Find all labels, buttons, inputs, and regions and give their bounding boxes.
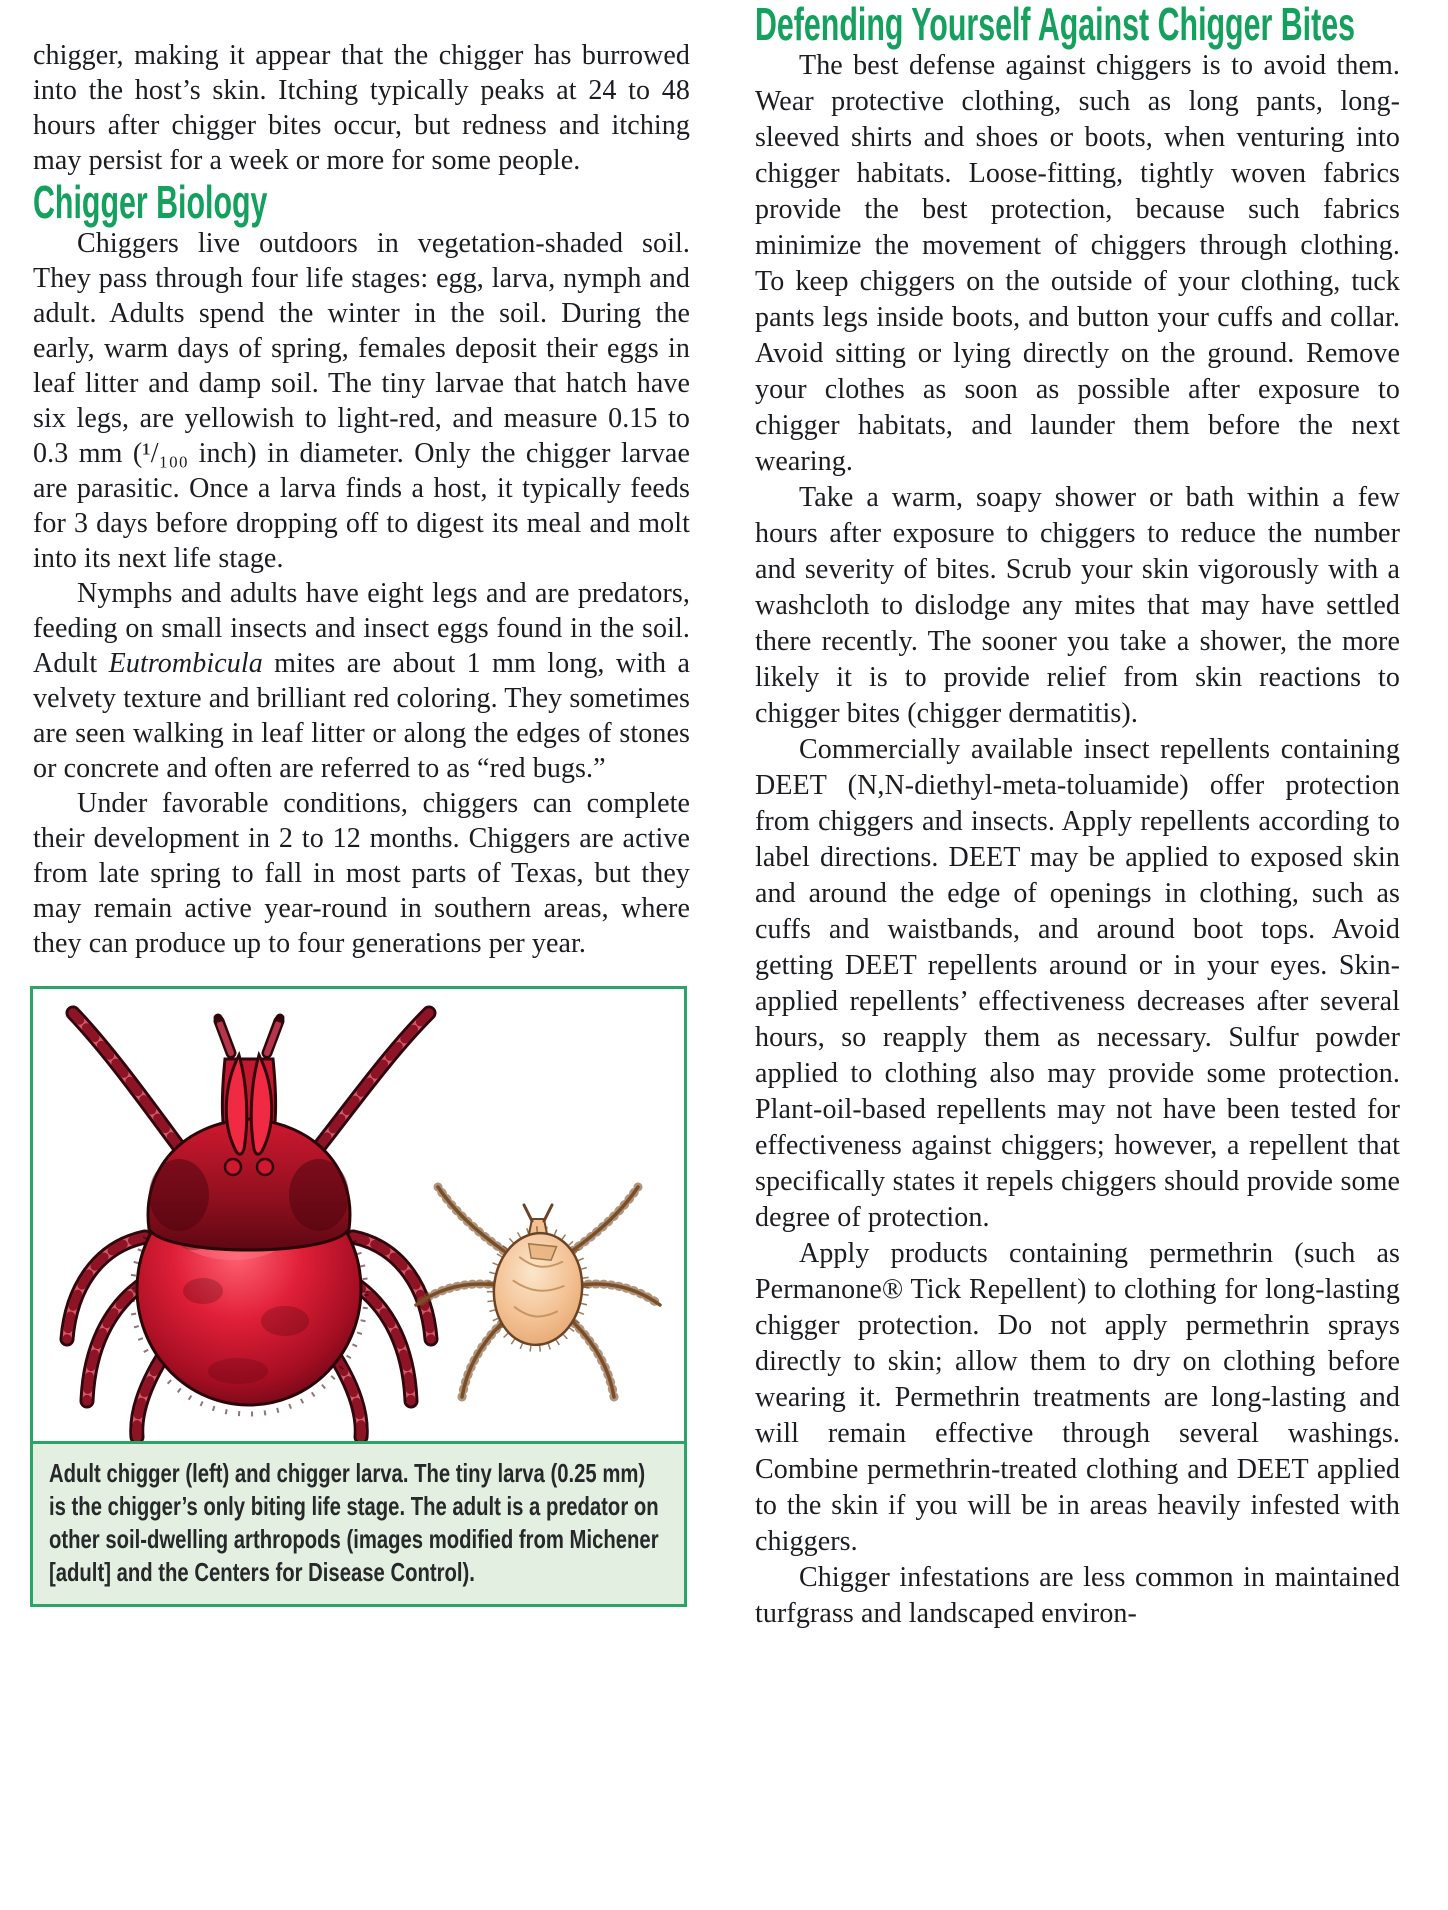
chigger-figure-svg <box>33 989 684 1441</box>
figure-chigger-illustrations <box>30 986 687 1607</box>
defense-paragraph-5-truncated: Chigger infestations are less common in maintained turfgrass and landscaped environ- <box>755 1562 1400 1630</box>
defense-paragraph-2: Take a warm, soapy shower or bath within a few hours after exposure to chiggers to reduce the number and severity of bites. Scrub your skin vigorously with a washcloth to dislodge any mites that may have settled there recently. The sooner you take a shower, the more likely it is to provide relief from skin reactions to chigger bites (chigger dermatitis). <box>755 482 1400 730</box>
defense-paragraph-3: Commercially available insect repellents containing DEET (N,N-diethyl-meta-toluamide) offer protection from chiggers and insects. Apply repellents according to label directions. DEET may be applied to exposed skin and around the edge of openings in clothing, such as cuffs and waistbands, and around boot tops. Avoid getting DEET repellents around or in your eyes. Skin-applied repellents’ effectiveness decreases after several hours, so reapply them as necessary. Sulfur powder applied to clothing also may provide some protection. Plant-oil-based repellents may not have been tested for effectiveness against chiggers; however, a repellent that specifically states it repels chiggers should provide some degree of protection. <box>755 734 1400 1234</box>
section-heading-text: Chigger Biology <box>33 176 268 228</box>
biology-paragraph-3: Under favorable conditions, chiggers can complete their development in 2 to 12 months. Chiggers are active from late spring to fall in most parts of Texas, but they may remain active year-round in southern areas, where they can produce up to four generations per year. <box>33 788 690 960</box>
defense-paragraph-4: Apply products containing permethrin (such as Permanone® Tick Repellent) to clothing for long-lasting chigger protection. Do not apply permethrin sprays directly to skin; allow them to dry on clothing before wearing it. Permethrin treatments are long-lasting and will remain effective through several washings. Combine permethrin-treated clothing and DEET applied to the skin if you will be in areas heavily infested with chiggers. <box>755 1238 1400 1558</box>
section-heading-defending-yourself <box>755 0 1400 48</box>
defense-paragraph-1: The best defense against chiggers is to avoid them. Wear protective clothing, such as long pants, long-sleeved shirts and shoes or boots, when venturing into chigger habitats. Loose-fitting, tightly woven fabrics provide the best protection, because such fabrics minimize the movement of chiggers through clothing. To keep chiggers on the outside of your clothing, tuck pants legs inside boots, and button your cuffs and collar. Avoid sitting or lying directly on the ground. Remove your clothes as soon as possible after exposure to chigger habitats, and launder them before the next wearing. <box>755 50 1400 478</box>
section-heading-chigger-biology <box>33 178 690 226</box>
biology-paragraph-1: Chiggers live outdoors in vegetation-shaded soil. They pass through four life stages: egg, larva, nymph and adult. Adults spend the winter in the soil. During the early, warm days of spring, females deposit their eggs in leaf litter and damp soil. The tiny larvae that hatch have six legs, are yellowish to light-red, and measure 0.15 to 0.3 mm (¹/₁₀₀ inch) in diameter. Only the chigger larvae are parasitic. Once a larva finds a host, it typically feeds for 3 days before dropping off to digest its meal and molt into its next life stage. <box>33 228 690 575</box>
left-column <box>33 0 690 1607</box>
adult-chigger-illustration <box>67 1013 431 1437</box>
figure-caption-text: Adult chigger (left) and chigger larva. The tiny larva (0.25 mm) is the chigger’s only biting life stage. The adult is a predator on other soil-dwelling arthropods (images modified from Michener [adult] and the Centers for Disease Control). <box>49 1458 659 1588</box>
figure-artwork <box>33 989 684 1441</box>
section-heading-text: Defending Yourself Against Chigger Bites <box>755 0 1355 50</box>
right-column <box>755 0 1400 1632</box>
biology-paragraph-2-lead: Nymphs and adults have eight legs and are predators, feeding on small insects and insect eggs found in the soil. Adult <box>33 578 690 680</box>
figure-caption <box>33 1441 684 1604</box>
chigger-larva-illustration <box>416 1187 660 1397</box>
biology-paragraph-2 <box>33 576 690 786</box>
biology-paragraph-2-tail: mites are about 1 mm long, with a velvety texture and brilliant red coloring. They sometimes are seen walking in leaf litter or along the edges of stones or concrete and often are referred to as “red bugs.” <box>33 648 690 785</box>
genus-name-italic: Eutrombicula <box>108 648 263 680</box>
intro-continuation-paragraph: chigger, making it appear that the chigger has burrowed into the host’s skin. Itching typically peaks at 24 to 48 hours after chigger bites occur, but redness and itching may persist for a week or more for some people. <box>33 40 690 176</box>
